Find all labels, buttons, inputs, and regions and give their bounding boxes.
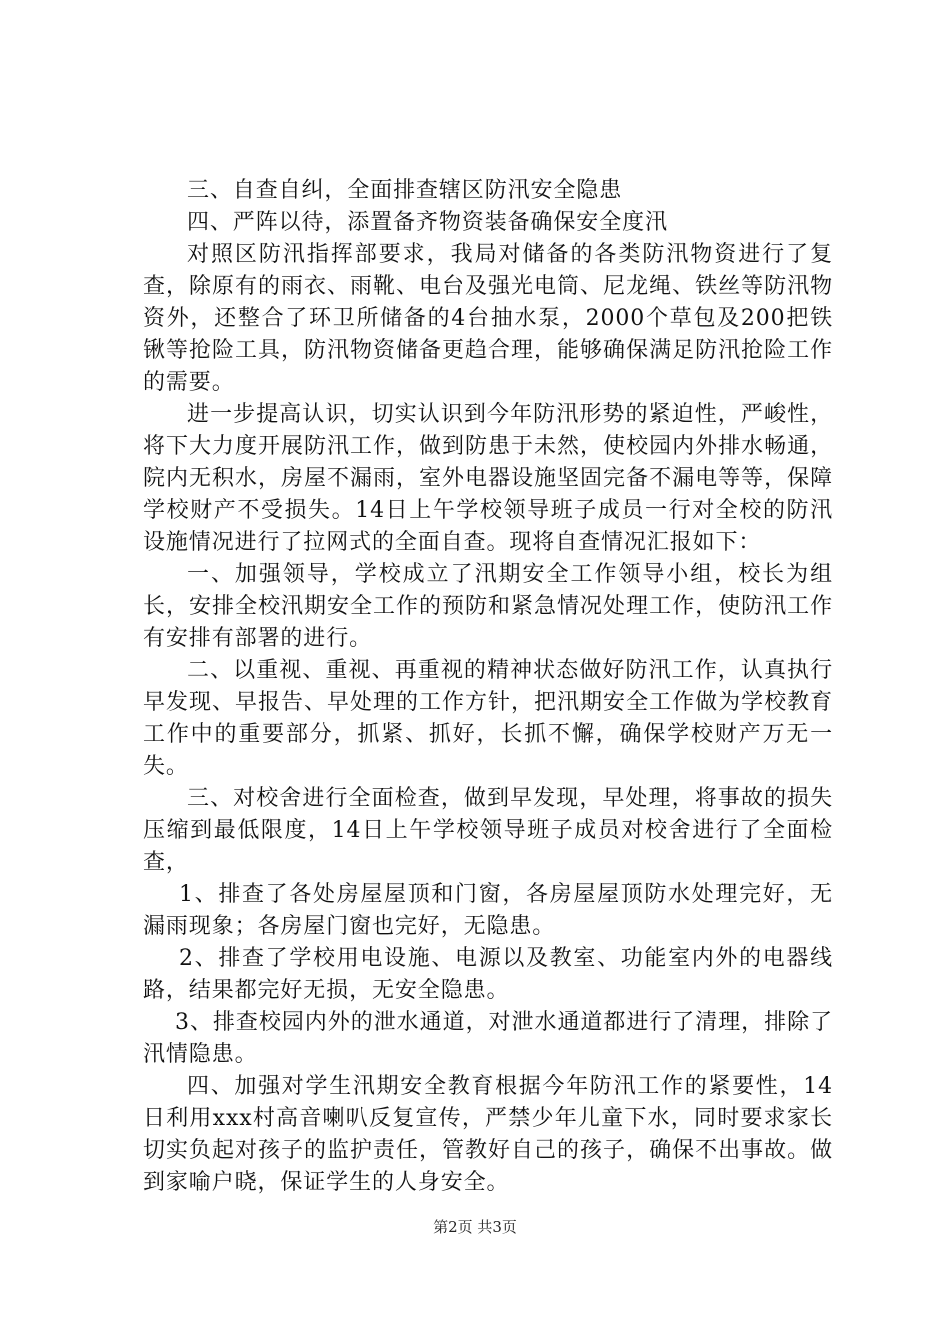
page-footer: 第2页 共3页 [433, 1218, 517, 1236]
paragraph-student-education: 四、加强对学生汛期安全教育根据今年防汛工作的紧要性，14日利用xxx村高音喇叭反复宣传，严禁少年儿童下水，同时要求家长切实负起对孩子的监护责任，管教好自己的孩子，确保不出事故。做到家喻户晓，保证学生的人身安全。 [143, 1074, 833, 1195]
heading-section-three: 三、自查自纠，全面排查辖区防汛安全隐患 [187, 178, 623, 203]
heading-section-four: 四、严阵以待，添置备齐物资装备确保安全度汛 [187, 210, 668, 235]
paragraph-attention: 二、以重视、重视、再重视的精神状态做好防汛工作，认真执行早发现、早报告、早处理的工作方针，把汛期安全工作做为学校教育工作中的重要部分，抓紧、抓好，长抓不懈，确保学校财产万无一失。 [143, 658, 833, 779]
list-item-drainage: 3、排查校园内外的泄水通道，对泄水通道都进行了清理，排除了汛情隐患。 [143, 1010, 833, 1067]
list-item-roofs: 1、排查了各处房屋屋顶和门窗，各房屋屋顶防水处理完好，无漏雨现象；各房屋门窗也完好，无隐患。 [143, 882, 833, 939]
paragraph-inspection: 三、对校舍进行全面检查，做到早发现，早处理，将事故的损失压缩到最低限度，14日上午学校领导班子成员对校舍进行了全面检查， [143, 786, 833, 875]
paragraph-leadership: 一、加强领导，学校成立了汛期安全工作领导小组，校长为组长，安排全校汛期安全工作的预防和紧急情况处理工作，使防汛工作有安排有部署的进行。 [143, 562, 833, 651]
paragraph-awareness: 进一步提高认识，切实认识到今年防汛形势的紧迫性，严峻性，将下大力度开展防汛工作，做到防患于未然，使校园内外排水畅通，院内无积水，房屋不漏雨，室外电器设施坚固完备不漏电等等，保障学校财产不受损失。14日上午学校领导班子成员一行对全校的防汛设施情况进行了拉网式的全面自查。现将自查情况汇报如下： [143, 402, 833, 555]
paragraph-supplies: 对照区防汛指挥部要求，我局对储备的各类防汛物资进行了复查，除原有的雨衣、雨靴、电台及强光电筒、尼龙绳、铁丝等防汛物资外，还整合了环卫所储备的4台抽水泵，2000个草包及200把铁锹等抢险工具，防汛物资储备更趋合理，能够确保满足防汛抢险工作的需要。 [143, 242, 833, 395]
document-body [143, 175, 833, 1199]
list-item-electrical: 2、排查了学校用电设施、电源以及教室、功能室内外的电器线路，结果都完好无损，无安全隐患。 [143, 946, 833, 1003]
